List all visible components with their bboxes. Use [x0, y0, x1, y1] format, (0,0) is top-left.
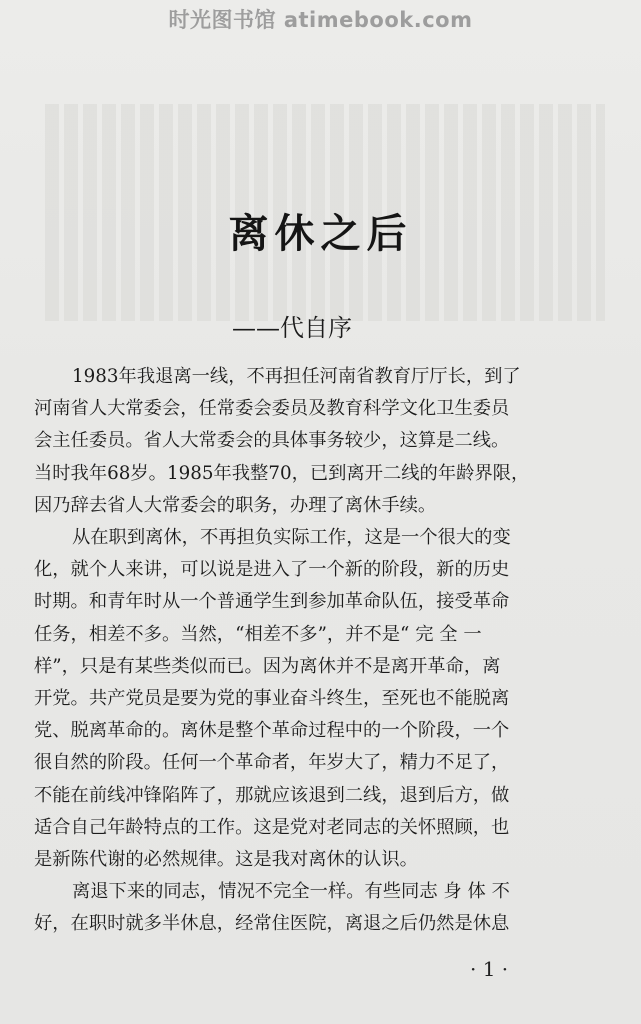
text-line: 党、脱离革命的。离休是整个革命过程中的一个阶段，一个 — [34, 720, 510, 742]
text-line: 开党。共产党员是要为党的事业奋斗终生，至死也不能脱离 — [34, 688, 510, 710]
text-line: 从在职到离休，不再担负实际工作，这是一个很大的变 — [72, 527, 511, 549]
text-line: 很自然的阶段。任何一个革命者，年岁大了，精力不足了， — [34, 752, 510, 774]
text-line: 1983年我退离一线，不再担任河南省教育厅厅长，到了 — [72, 366, 521, 387]
text-line: 是新陈代谢的必然规律。这是我对离休的认识。 — [34, 849, 418, 871]
text-line: 好，在职时就多半休息，经常住医院，离退之后仍然是休息 — [34, 913, 510, 935]
text-line: 时期。和青年时从一个普通学生到参加革命队伍，接受革命 — [34, 591, 510, 613]
text-line: 因乃辞去省人大常委会的职务，办理了离休手续。 — [34, 494, 437, 516]
text-line: 河南省人大常委会，任常委会委员及教育科学文化卫生委员 — [34, 398, 510, 420]
page-number: · 1 · — [470, 957, 509, 981]
page-subtitle: ——代自序 — [232, 314, 352, 342]
text-line: 不能在前线冲锋陷阵了，那就应该退到二线，退到后方，做 — [34, 784, 510, 806]
text-line: 任务，相差不多。当然，“相差不多”，并不是“ 完 全 一 — [34, 623, 482, 645]
text-line: 化，就个人来讲，可以说是进入了一个新的阶段，新的历史 — [34, 559, 510, 581]
body-text — [34, 361, 606, 941]
watermark: 时光图书馆 atimebook.com — [168, 8, 473, 32]
text-line: 样”，只是有某些类似而已。因为离休并不是离开革命，离 — [34, 655, 501, 677]
text-line: 当时我年68岁。1985年我整70，已到离开二线的年龄界限， — [34, 462, 530, 484]
text-line: 会主任委员。省人大常委会的具体事务较少，这算是二线。 — [34, 430, 510, 452]
text-line: 适合自己年龄特点的工作。这是党对老同志的关怀照顾，也 — [34, 816, 510, 838]
text-line: 离退下来的同志，情况不完全一样。有些同志 身 体 不 — [72, 881, 510, 903]
page-title: 离休之后 — [228, 211, 413, 257]
